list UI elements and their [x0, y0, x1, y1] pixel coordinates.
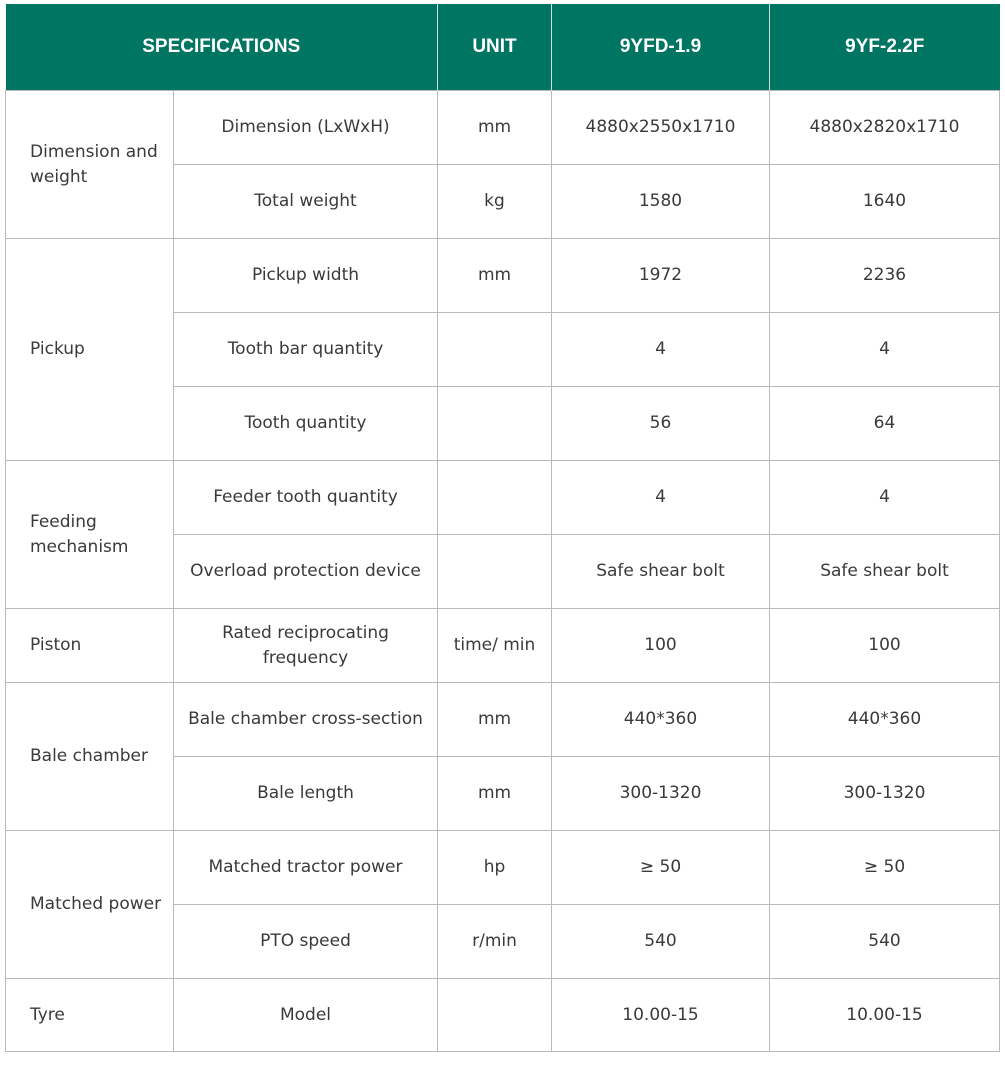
table-row	[6, 979, 1000, 1052]
spec-item: Tooth bar quantity	[174, 313, 438, 387]
value-model-b: 440*360	[770, 683, 1000, 757]
spec-unit	[438, 313, 552, 387]
value-model-b: 1640	[770, 165, 1000, 239]
spec-unit: mm	[438, 683, 552, 757]
group-label: Dimension and weight	[6, 91, 174, 239]
value-model-b: Safe shear bolt	[770, 535, 1000, 609]
spec-item: Matched tractor power	[174, 831, 438, 905]
specifications-table	[5, 4, 1000, 1052]
value-model-a: 1972	[552, 239, 770, 313]
value-model-a: 56	[552, 387, 770, 461]
value-model-b: 540	[770, 905, 1000, 979]
group-label: Feeding mechanism	[6, 461, 174, 609]
spec-item: Bale length	[174, 757, 438, 831]
spec-item: Pickup width	[174, 239, 438, 313]
value-model-b: 4	[770, 461, 1000, 535]
value-model-a: 4880x2550x1710	[552, 91, 770, 165]
value-model-b: 300-1320	[770, 757, 1000, 831]
table-row	[6, 683, 1000, 757]
table-header	[6, 4, 1000, 91]
value-model-a: Safe shear bolt	[552, 535, 770, 609]
spec-unit	[438, 535, 552, 609]
value-model-a: 4	[552, 313, 770, 387]
spec-item: Overload protection device	[174, 535, 438, 609]
group-label: Tyre	[6, 979, 174, 1052]
spec-item: Tooth quantity	[174, 387, 438, 461]
value-model-b: ≥ 50	[770, 831, 1000, 905]
header-row	[6, 4, 1000, 91]
spec-unit	[438, 387, 552, 461]
group-label: Piston	[6, 609, 174, 683]
spec-unit	[438, 979, 552, 1052]
spec-unit	[438, 461, 552, 535]
value-model-b: 64	[770, 387, 1000, 461]
spec-item: Rated reciprocating frequency	[174, 609, 438, 683]
value-model-b: 4	[770, 313, 1000, 387]
table-row	[6, 461, 1000, 535]
spec-item: Dimension (LxWxH)	[174, 91, 438, 165]
header-model-b: 9YF-2.2F	[770, 4, 1000, 91]
value-model-b: 100	[770, 609, 1000, 683]
value-model-a: 540	[552, 905, 770, 979]
table-body	[6, 91, 1000, 1052]
spec-item: Bale chamber cross-section	[174, 683, 438, 757]
group-label: Bale chamber	[6, 683, 174, 831]
spec-unit: hp	[438, 831, 552, 905]
table-row	[6, 609, 1000, 683]
table-row	[6, 831, 1000, 905]
spec-item: Model	[174, 979, 438, 1052]
value-model-b: 2236	[770, 239, 1000, 313]
spec-unit: mm	[438, 757, 552, 831]
spec-unit: mm	[438, 91, 552, 165]
group-label: Matched power	[6, 831, 174, 979]
spec-unit: kg	[438, 165, 552, 239]
spec-unit: mm	[438, 239, 552, 313]
value-model-a: 10.00-15	[552, 979, 770, 1052]
value-model-a: 1580	[552, 165, 770, 239]
value-model-a: 300-1320	[552, 757, 770, 831]
value-model-a: 4	[552, 461, 770, 535]
value-model-a: ≥ 50	[552, 831, 770, 905]
spec-unit: time/ min	[438, 609, 552, 683]
header-model-a: 9YFD-1.9	[552, 4, 770, 91]
spec-item: PTO speed	[174, 905, 438, 979]
value-model-b: 4880x2820x1710	[770, 91, 1000, 165]
table-row	[6, 239, 1000, 313]
spec-unit: r/min	[438, 905, 552, 979]
value-model-b: 10.00-15	[770, 979, 1000, 1052]
table-row	[6, 91, 1000, 165]
spec-item: Total weight	[174, 165, 438, 239]
header-specifications: SPECIFICATIONS	[6, 4, 438, 91]
header-unit: UNIT	[438, 4, 552, 91]
group-label: Pickup	[6, 239, 174, 461]
value-model-a: 100	[552, 609, 770, 683]
value-model-a: 440*360	[552, 683, 770, 757]
spec-item: Feeder tooth quantity	[174, 461, 438, 535]
